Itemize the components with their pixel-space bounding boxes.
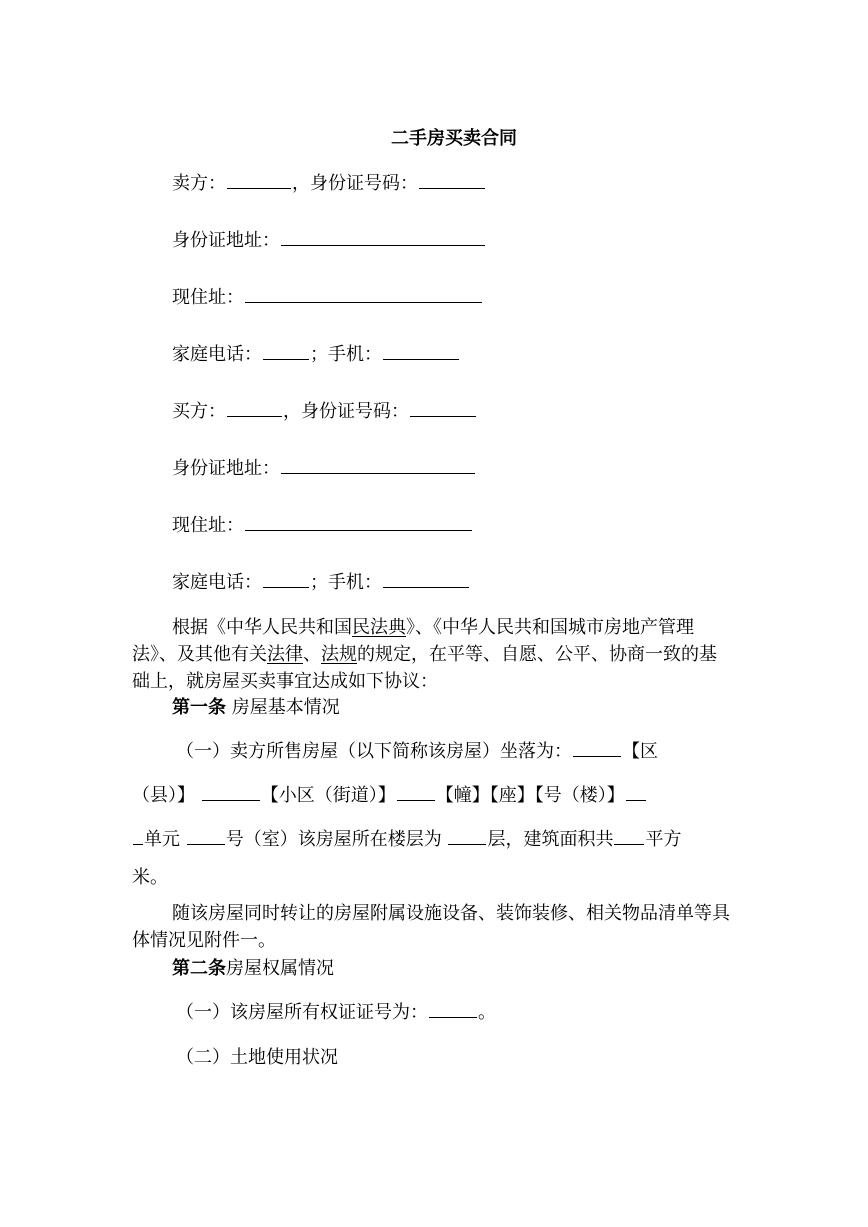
- article-1-item-1-line-2: [132, 782, 647, 810]
- floor-blank: [448, 826, 486, 845]
- buyer-current-address-line: [172, 512, 473, 540]
- seller-mobile-blank: [383, 341, 459, 360]
- civil-code-link[interactable]: 民法典: [352, 617, 406, 638]
- seller-current-address-line: [172, 284, 483, 312]
- item1-text-j: 米。: [132, 867, 168, 888]
- item1-text-g: 号（室）该房屋所在楼层为: [225, 829, 448, 850]
- buyer-home-phone-label: 家庭电话：: [172, 572, 262, 593]
- seller-name-line: [172, 170, 486, 198]
- seller-id-address-line: [172, 227, 486, 255]
- article-1-heading: 第一条: [172, 697, 226, 718]
- basis-sep: 、: [303, 644, 321, 665]
- seller-phone-line: [172, 341, 460, 369]
- item1-text-f: 单元: [144, 829, 186, 850]
- basis-text-3: 的规定，在平等、自愿、公平、协商一致的基础上，就房屋买卖事宜达成如下协议：: [132, 644, 717, 692]
- certificate-number-blank: [429, 999, 477, 1018]
- buyer-name-line: [172, 398, 477, 426]
- seller-id-label: ，身份证号码：: [292, 173, 418, 194]
- seller-mobile-label: ；手机：: [310, 344, 382, 365]
- item1-text-b: 【区: [622, 741, 658, 762]
- room-blank: [187, 826, 225, 845]
- buyer-name-blank: [227, 398, 282, 417]
- seller-current-address-blank: [245, 284, 482, 303]
- seller-name-label: 卖方：: [172, 173, 226, 194]
- article-2-title: 房屋权属情况: [226, 958, 334, 979]
- article-2-item-2-text: （二）土地使用状况: [176, 1047, 338, 1068]
- basis-paragraph: [132, 614, 732, 695]
- seller-home-phone-label: 家庭电话：: [172, 344, 262, 365]
- buyer-id-address-line: [172, 455, 476, 483]
- basis-text-2: 》、《中华人民共和国城市房地产管理法》、及其他有关: [132, 617, 694, 665]
- item1-text-c: （县）】: [132, 785, 201, 806]
- seller-name-blank: [227, 170, 291, 189]
- area-blank: [614, 826, 644, 845]
- buyer-mobile-label: ；手机：: [310, 572, 382, 593]
- article-2-item-1-line: [176, 999, 496, 1027]
- buyer-mobile-blank: [383, 569, 469, 588]
- article-2-item-1-text: （一）该房屋所有权证证号为：: [176, 1002, 428, 1023]
- buyer-home-phone-blank: [263, 569, 309, 588]
- article-2-heading-line: [172, 955, 334, 983]
- basis-text-1: 根据《中华人民共和国: [172, 617, 352, 638]
- unit-blank-b: [133, 826, 143, 845]
- document-title: 二手房买卖合同: [391, 128, 517, 149]
- article-2-item-1-end: 。: [478, 1002, 496, 1023]
- district-blank: [573, 738, 621, 757]
- buyer-name-label: 买方：: [172, 401, 226, 422]
- article-2-heading: 第二条: [172, 958, 226, 979]
- article-1-title: 房屋基本情况: [226, 697, 340, 718]
- article-1-heading-line: [172, 694, 340, 722]
- buyer-id-address-label: 身份证地址：: [172, 458, 280, 479]
- article-2-item-2-line: [176, 1044, 338, 1072]
- seller-id-address-blank: [281, 227, 485, 246]
- seller-id-blank: [419, 170, 485, 189]
- article-1-item-1-line-1: [176, 738, 658, 766]
- buyer-current-address-label: 现住址：: [172, 515, 244, 536]
- unit-blank-a: [626, 782, 646, 801]
- buyer-id-address-blank: [281, 455, 475, 474]
- attachment-text: 随该房屋同时转让的房屋附属设施设备、装饰装修、相关物品清单等具体情况见附件一。: [132, 903, 730, 951]
- item1-text-d: 【小区（街道）】: [260, 785, 396, 806]
- seller-home-phone-blank: [263, 341, 309, 360]
- article-1-item-1-line-4: [132, 864, 168, 892]
- buyer-current-address-blank: [245, 512, 472, 531]
- buyer-id-blank: [410, 398, 476, 417]
- article-1-item-1-line-3: [132, 826, 681, 854]
- buyer-id-label: ，身份证号码：: [283, 401, 409, 422]
- seller-current-address-label: 现住址：: [172, 287, 244, 308]
- community-blank: [202, 782, 260, 801]
- item1-text-i: 平方: [645, 829, 682, 850]
- item1-text-e: 【幢】【座】【号（楼）】: [435, 785, 625, 806]
- attachment-paragraph: [132, 900, 732, 954]
- law-link[interactable]: 法律: [267, 644, 303, 665]
- buyer-phone-line: [172, 569, 470, 597]
- building-blank: [397, 782, 435, 801]
- item1-text-a: （一）卖方所售房屋（以下简称该房屋）坐落为：: [176, 741, 572, 762]
- seller-id-address-label: 身份证地址：: [172, 230, 280, 251]
- item1-text-h: 层，建筑面积共: [487, 829, 614, 850]
- regulation-link[interactable]: 法规: [321, 644, 357, 665]
